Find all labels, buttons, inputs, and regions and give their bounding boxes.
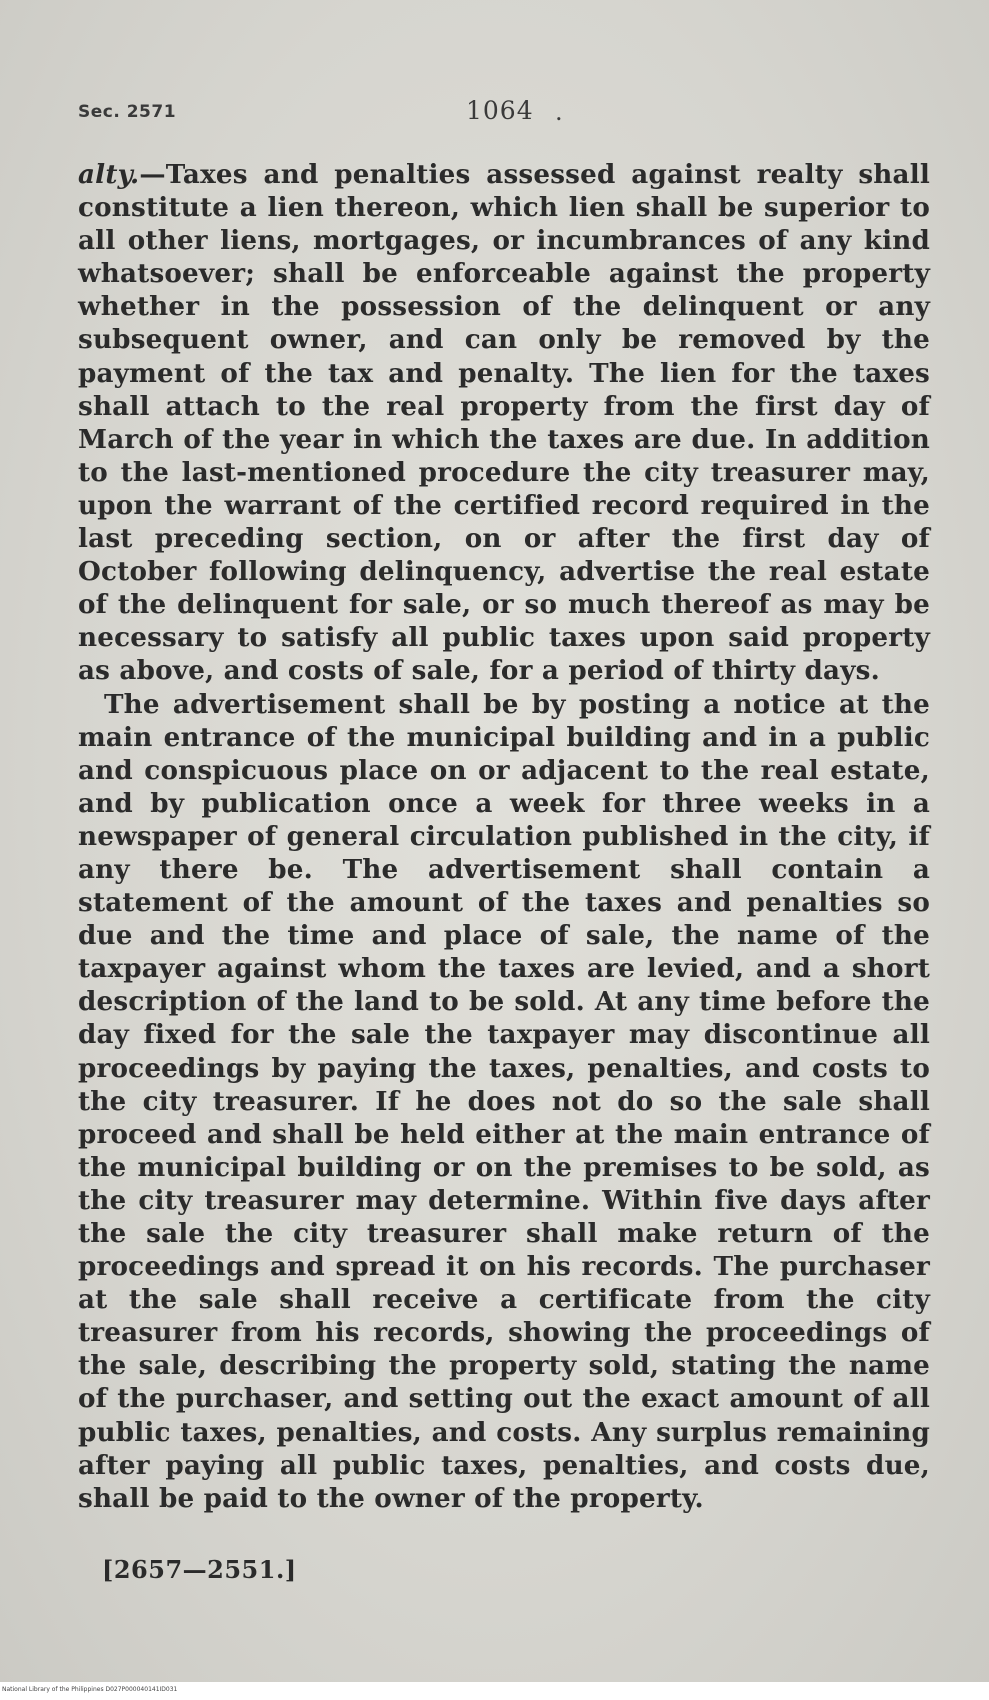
paragraph-1-text: —Taxes and penalties assessed against realty shall constitute a lien thereon, which lien shall be superior to all other liens, mortgages, or incumbrances of any kind whatsoever; shall be enforceable against the property whether in the possession of the delinquent or any subsequent owner, and can only be removed by the payment of the tax and penalty. The lien for the taxes shall attach to the real property from the first day of March of the year in which the taxes are due. In addition to the last-mentioned procedure the city treasurer may, upon the warrant of the certified record required in the last preceding section, on or after the first day of October following delinquency, advertise the real estate of the delinquent for sale, or so much thereof as may be necessary to satisfy all public taxes upon said property as above, and costs of sale, for a period of thirty days. (78, 159, 930, 687)
page-header (78, 98, 929, 128)
paragraph-1-lead: alty. (78, 159, 140, 190)
statute-citation: [2657—2551.] (102, 1555, 297, 1584)
page-number-suffix: . (555, 98, 563, 126)
footer-strip (0, 1682, 989, 1700)
body-text (78, 158, 930, 1515)
paragraph-1 (78, 158, 930, 688)
section-reference: Sec. 2571 (78, 102, 177, 122)
paragraph-2: The advertisement shall be by posting a notice at the main entrance of the municipal building and in a public and conspicuous place on or adjacent to the real estate, and by publication once a week for three weeks in a newspaper of general circulation published in the city, if any there be. The advertisement shall contain a statement of the amount of the taxes and penalties so due and the time and place of sale, the name of the taxpayer against whom the taxes are levied, and a short description of the land to be sold. At any time before the day fixed for the sale the taxpayer may discontinue all proceedings by paying the taxes, penalties, and costs to the city treasurer. If he does not do so the sale shall proceed and shall be held either at the main entrance of the municipal building or on the premises to be sold, as the city treasurer may determine. Within five days after the sale the city treasurer shall make return of the proceedings and spread it on his records. The purchaser at the sale shall receive a certificate from the city treasurer from his records, showing the proceedings of the sale, describing the property sold, stating the name of the purchaser, and setting out the exact amount of all public taxes, penalties, and costs. Any surplus remaining after paying all public taxes, penalties, and costs due, shall be paid to the owner of the property. (78, 688, 930, 1514)
page-number: 1064 (466, 96, 534, 125)
footer-text: National Library of the Philippines D027P000040141ID031 (2, 1686, 178, 1693)
